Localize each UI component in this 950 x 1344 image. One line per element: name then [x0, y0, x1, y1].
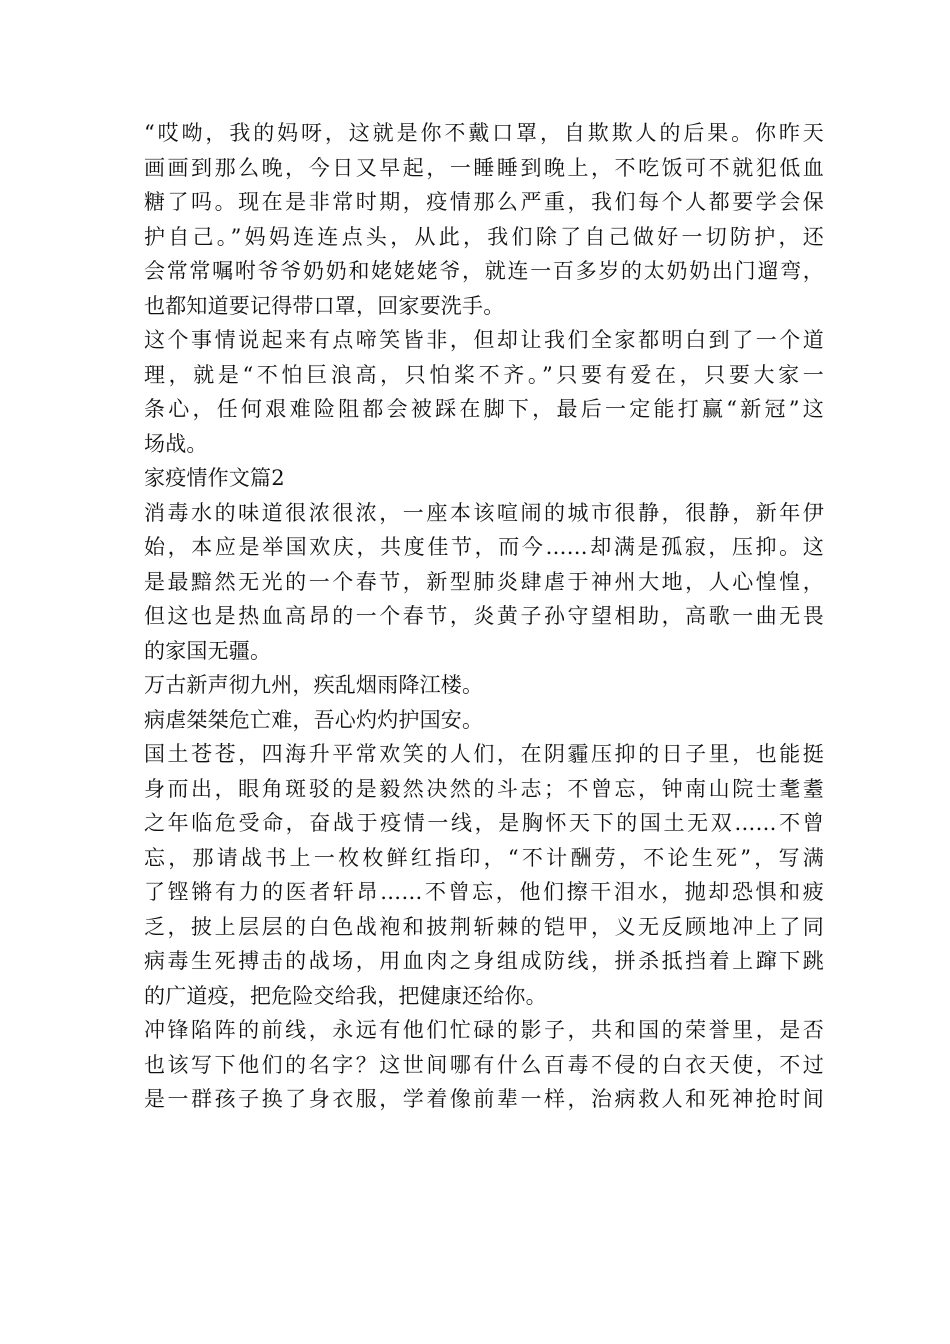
text-line: “哎呦，我的妈呀，这就是你不戴口罩，自欺欺人的后果。你昨天 — [144, 121, 824, 145]
text-line: 消毒水的味道很浓很浓，一座本该喧闹的城市很静，很静，新年伊 — [144, 500, 824, 525]
text-line: 画画到那么晚，今日又早起，一睡睡到晚上，不吃饭可不就犯低血 — [144, 155, 824, 180]
text-line: 场战。 — [144, 431, 208, 456]
text-line: 的家国无疆。 — [144, 638, 272, 663]
text-line: 之年临危受命，奋战于疫情一线，是胸怀天下的国土无双……不曾 — [144, 811, 824, 835]
text-line: 但这也是热血高昂的一个春节，炎黄子孙守望相助，高歌一曲无畏 — [144, 604, 824, 628]
text-line: 会常常嘱咐爷爷奶奶和姥姥姥爷，就连一百多岁的太奶奶出门遛弯， — [144, 259, 824, 283]
text-line: 身而出，眼角斑驳的是毅然决然的斗志；不曾忘，钟南山院士耄耋 — [144, 776, 824, 801]
text-line: 条心，任何艰难险阻都会被踩在脚下，最后一定能打赢“新冠”这 — [144, 397, 824, 421]
text-line: 病毒生死搏击的战场，用血肉之身组成防线，拼杀抵挡着上蹿下跳 — [144, 949, 824, 973]
text-line: 也该写下他们的名字？这世间哪有什么百毒不侵的白衣天使，不过 — [144, 1052, 824, 1077]
text-line: 护自己。”妈妈连连点头，从此，我们除了自己做好一切防护，还 — [144, 224, 824, 249]
text-line: 理，就是“不怕巨浪高，只怕桨不齐。”只要有爱在，只要大家一 — [144, 362, 824, 387]
text-line: 是一群孩子换了身衣服，学着像前辈一样，治病救人和死神抢时间 — [144, 1087, 824, 1111]
poem-line: 病虐桀桀危亡难，吾心灼灼护国安。 — [144, 707, 484, 732]
text-line: 糖了吗。现在是非常时期，疫情那么严重，我们每个人都要学会保 — [144, 190, 824, 214]
text-line: 冲锋陷阵的前线，永远有他们忙碌的影子，共和国的荣誉里，是否 — [144, 1018, 824, 1042]
text-line: 也都知道要记得带口罩，回家要洗手。 — [144, 293, 505, 318]
text-line: 这个事情说起来有点啼笑皆非，但却让我们全家都明白到了一个道 — [144, 328, 824, 352]
article-body — [144, 116, 824, 1117]
text-line: 了铿锵有力的医者轩昂……不曾忘，他们擦干泪水，抛却恐惧和疲 — [144, 880, 824, 904]
text-line: 乏，披上层层的白色战袍和披荆斩棘的铠甲，义无反顾地冲上了同 — [144, 914, 824, 939]
section-heading: 家疫情作文篇2 — [144, 466, 285, 490]
text-line: 忘，那请战书上一枚枚鲜红指印，“不计酬劳，不论生死”，写满 — [144, 845, 824, 870]
text-line: 始，本应是举国欢庆，共度佳节，而今……却满是孤寂，压抑。这 — [144, 535, 824, 559]
text-line: 是最黯然无光的一个春节，新型肺炎肆虐于神州大地，人心惶惶， — [144, 569, 824, 594]
poem-line: 万古新声彻九州，疾乱烟雨降江楼。 — [144, 673, 484, 697]
text-line: 的广道疫，把危险交给我，把健康还给你。 — [144, 983, 547, 1008]
text-line: 国土苍苍，四海升平常欢笑的人们，在阴霾压抑的日子里，也能挺 — [144, 742, 824, 766]
